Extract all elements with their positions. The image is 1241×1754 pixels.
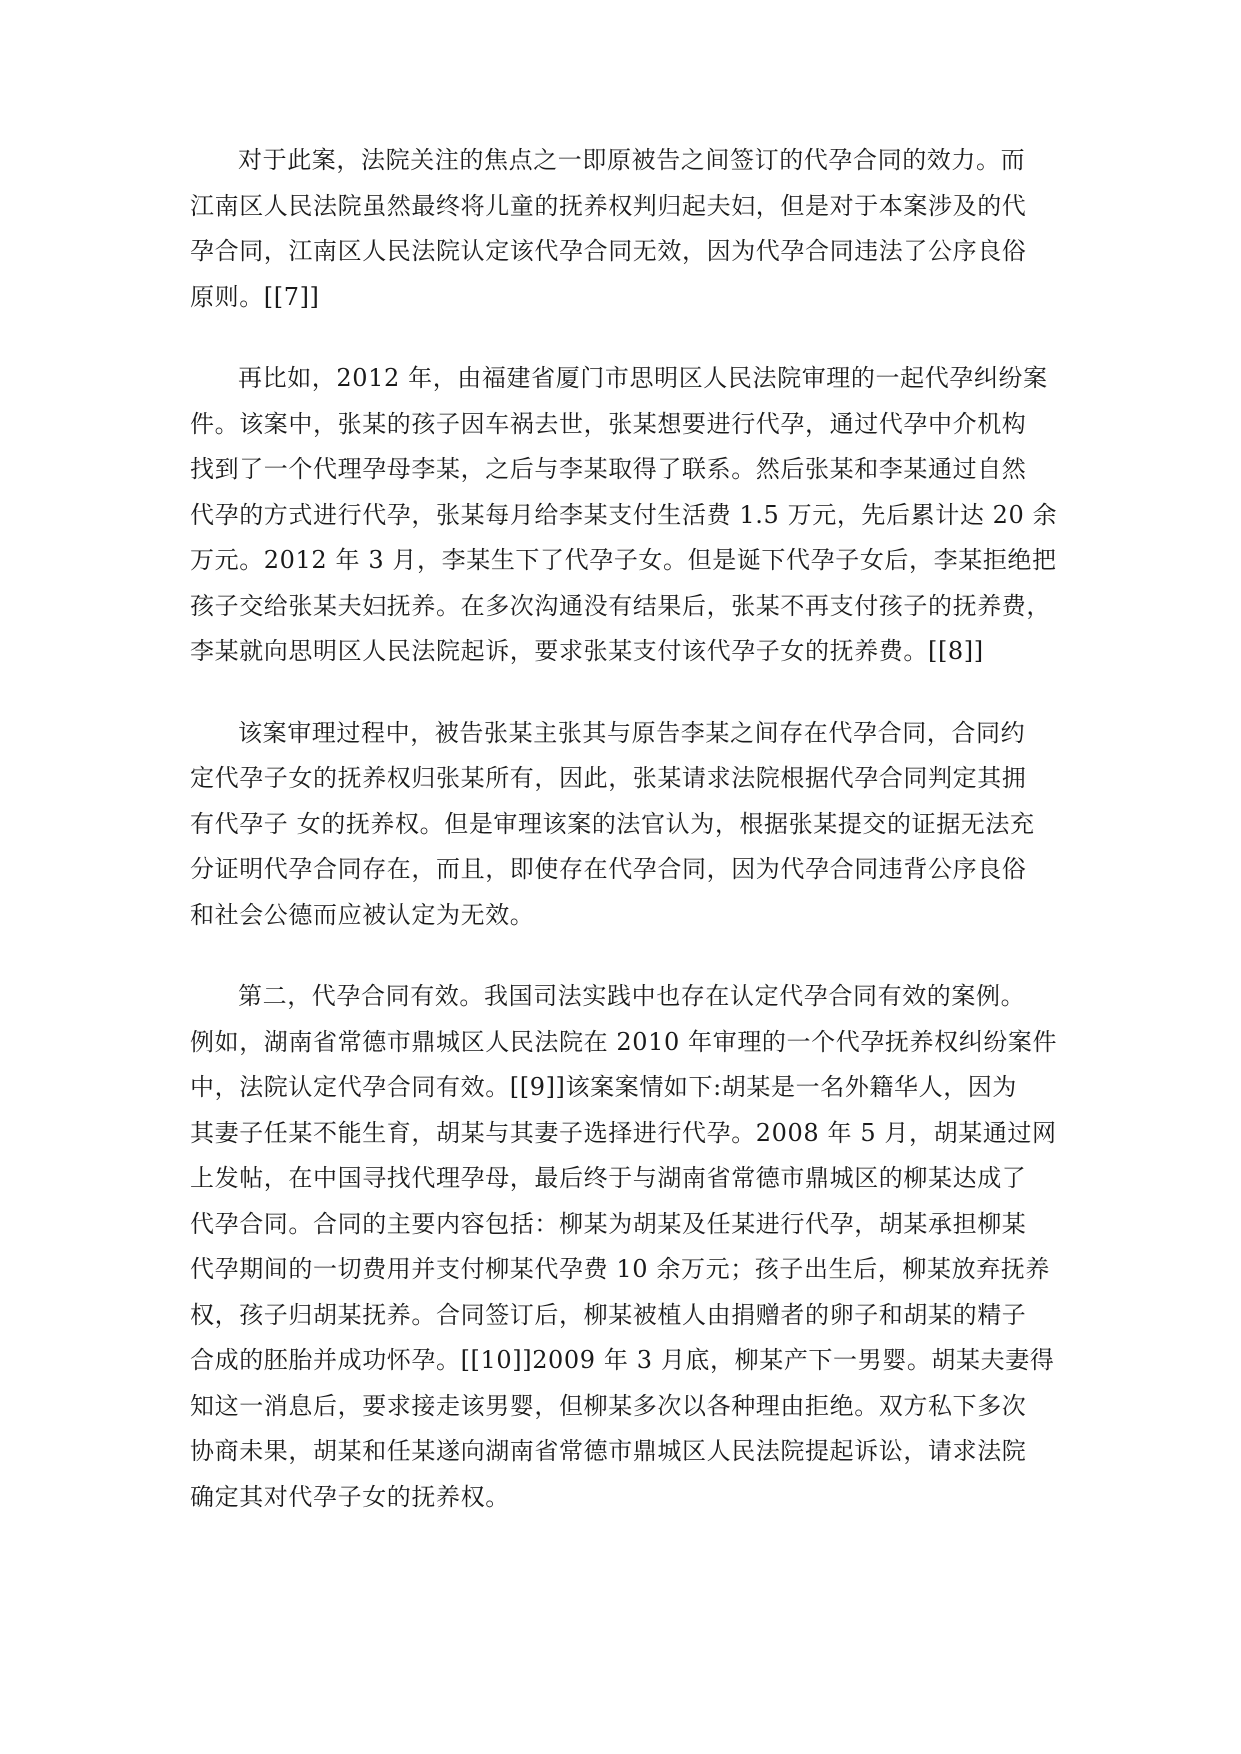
- text-line: 找到了一个代理孕母李某，之后与李某取得了联系。然后张某和李某通过自然: [190, 455, 1027, 483]
- text-line: 其妻子任某不能生育，胡某与其妻子选择进行代孕。2008 年 5 月，胡某通过网: [190, 1118, 1057, 1147]
- text-line: 上发帖，在中国寻找代理孕母，最后终于与湖南省常德市鼎城区的柳某达成了: [190, 1164, 1027, 1192]
- text-line: 有代孕子 女的抚养权。但是审理该案的法官认为，根据张某提交的证据无法充: [190, 809, 1035, 838]
- text-line: 万元。2012 年 3 月，李某生下了代孕子女。但是诞下代孕子女后，李某拒绝把: [190, 546, 1057, 574]
- text-line: 孩子交给张某夫妇抚养。在多次沟通没有结果后，张某不再支付孩子的抚养费，: [190, 591, 1051, 620]
- paragraph-3: [190, 711, 1075, 939]
- text-line: 分证明代孕合同存在，而且，即使存在代孕合同，因为代孕合同违背公序良俗: [190, 855, 1027, 883]
- text-line: 对于此案，法院关注的焦点之一即原被告之间签订的代孕合同的效力。而: [238, 146, 1026, 174]
- text-line: 代孕期间的一切费用并支付柳某代孕费 10 余万元；孩子出生后，柳某放弃抚养: [190, 1255, 1050, 1283]
- text-line: 合成的胚胎并成功怀孕。[[10]]2009 年 3 月底，柳某产下一男婴。胡某夫妻得: [190, 1346, 1055, 1374]
- text-line: 例如，湖南省常德市鼎城区人民法院在 2010 年审理的一个代孕抚养权纠纷案件: [190, 1027, 1058, 1056]
- paragraph-1: [190, 138, 1075, 320]
- text-line: 代孕的方式进行代孕，张某每月给李某支付生活费 1.5 万元，先后累计达 20 余: [190, 500, 1058, 529]
- paragraph-2: [190, 356, 1075, 675]
- text-line: 代孕合同。合同的主要内容包括：柳某为胡某及任某进行代孕，胡某承担柳某: [190, 1209, 1027, 1238]
- text-line: 权，孩子归胡某抚养。合同签订后，柳某被植人由捐赠者的卵子和胡某的精子: [190, 1300, 1027, 1329]
- text-line: 李某就向思明区人民法院起诉，要求张某支付该代孕子女的抚养费。[[8]]: [190, 637, 984, 665]
- text-line: 定代孕子女的抚养权归张某所有，因此，张某请求法院根据代孕合同判定其拥: [190, 764, 1027, 792]
- text-line: 中，法院认定代孕合同有效。[[9]]该案案情如下:胡某是一名外籍华人，因为: [190, 1073, 1018, 1101]
- text-line: 第二，代孕合同有效。我国司法实践中也存在认定代孕合同有效的案例。: [238, 982, 1026, 1010]
- text-line: 件。该案中，张某的孩子因车祸去世，张某想要进行代孕，通过代孕中介机构: [190, 409, 1027, 438]
- text-line: 再比如，2012 年，由福建省厦门市思明区人民法院审理的一起代孕纠纷案: [238, 364, 1048, 392]
- text-line: 孕合同，江南区人民法院认定该代孕合同无效，因为代孕合同违法了公序良俗: [190, 237, 1027, 265]
- text-line: 协商未果，胡某和任某遂向湖南省常德市鼎城区人民法院提起诉讼，请求法院: [190, 1437, 1027, 1465]
- text-line: 确定其对代孕子女的抚养权。: [190, 1482, 510, 1511]
- document-body: [190, 138, 1075, 1556]
- paragraph-4: [190, 974, 1075, 1520]
- text-line: 和社会公德而应被认定为无效。: [190, 900, 535, 929]
- text-line: 知这一消息后，要求接走该男婴，但柳某多次以各种理由拒绝。双方私下多次: [190, 1391, 1027, 1420]
- text-line: 原则。[[7]]: [190, 282, 320, 311]
- text-line: 江南区人民法院虽然最终将儿童的抚养权判归起夫妇，但是对于本案涉及的代: [190, 191, 1027, 220]
- text-line: 该案审理过程中，被告张某主张其与原告李某之间存在代孕合同，合同约: [238, 718, 1026, 747]
